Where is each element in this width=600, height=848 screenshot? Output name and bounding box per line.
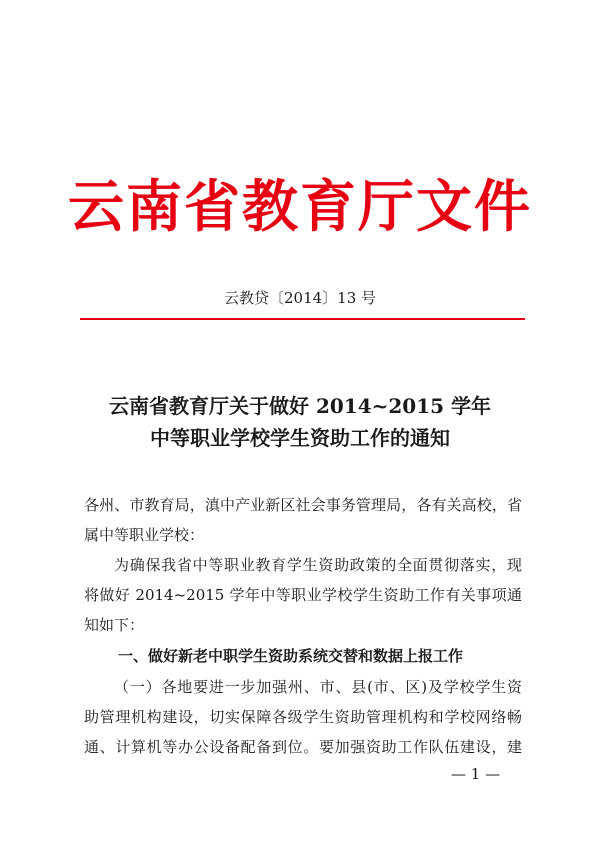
page-number: — 1 — bbox=[451, 765, 501, 783]
salutation-line: 各州、市教育局，滇中产业新区社会事务管理局，各有关高校，省 bbox=[84, 496, 522, 514]
intro-paragraph bbox=[84, 550, 522, 640]
paragraph-line: 助管理机构建设，切实保障各级学生资助管理机构和学校网络畅 bbox=[84, 708, 522, 726]
salutation-line: 属中等职业学校： bbox=[84, 526, 205, 544]
red-divider-line bbox=[80, 318, 525, 320]
section-heading: 一、做好新老中职学生资助系统交替和数据上报工作 bbox=[118, 647, 464, 665]
paragraph-line: 为确保我省中等职业教育学生资助政策的全面贯彻落实，现 bbox=[114, 556, 522, 574]
notice-title-line-2: 中等职业学校学生资助工作的通知 bbox=[150, 426, 450, 450]
notice-title-line-1: 云南省教育厅关于做好 2014~2015 学年 bbox=[108, 394, 491, 418]
paragraph-line: 通、计算机等办公设备配备到位。要加强资助工作队伍建设，建 bbox=[84, 738, 522, 756]
section-paragraph bbox=[84, 672, 522, 762]
paragraph-line: 知如下： bbox=[84, 616, 145, 634]
document-number: 云教贷〔2014〕13 号 bbox=[223, 289, 377, 307]
salutation bbox=[84, 490, 522, 550]
paragraph-line: （一）各地要进一步加强州、市、县(市、区)及学校学生资 bbox=[114, 678, 522, 696]
issuing-authority-title: 云南省教育厅文件 bbox=[68, 174, 532, 240]
paragraph-line: 将做好 2014~2015 学年中等职业学校学生资助工作有关事项通 bbox=[84, 586, 522, 604]
